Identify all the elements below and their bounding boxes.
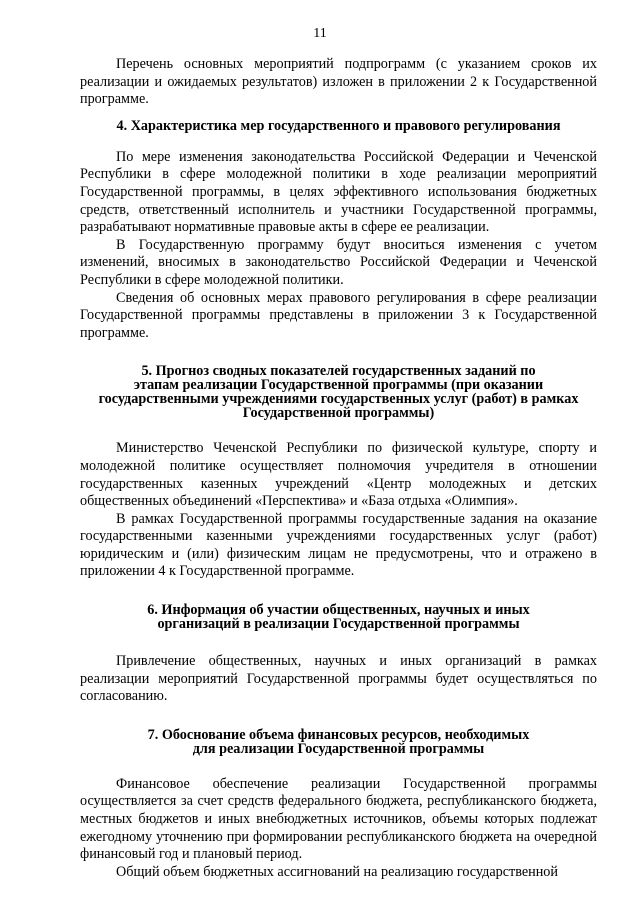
section-5-heading-line: 5. Прогноз сводных показателей государственных заданий по <box>141 363 536 380</box>
section-5-heading-line: государственными учреждениями государственных услуг (работ) в рамках <box>98 391 579 408</box>
section-4-paragraph: По мере изменения законодательства Российской Федерации и Чеченской Республики в сфере молодежной политики в ходе реализации мероприятий Государственной программы, в целях эффективного использования бюджетных средств, ответственный исполнитель и участники Государственной программы, разрабатывают нормативные правовые акты в сфере ее реализации. <box>80 148 597 236</box>
section-7-paragraph: Финансовое обеспечение реализации Государственной программы осуществляется за счет средств федерального бюджета, республиканского бюджета, местных бюджетов и иных внебюджетных источников, объемы которых подлежат ежегодному уточнению при формировании республиканского бюджета на очередной финансовый год и плановый период. <box>80 775 597 863</box>
section-6-heading-line: 6. Информация об участии общественных, научных и иных <box>147 602 530 619</box>
page-number: 11 <box>313 26 327 41</box>
section-5-paragraph: В рамках Государственной программы государственные задания на оказание государственными казенными учреждениями государственных услуг (работ) юридическим и (или) физическим лицам не предусмотрены, что и отражено в приложении 4 к Государственной программе. <box>80 510 597 580</box>
section-5-heading-line: Государственной программы) <box>242 405 435 422</box>
section-6-paragraph: Привлечение общественных, научных и иных организаций в рамках реализации мероприятий Государственной программы будет осуществляться по согласованию. <box>80 653 597 705</box>
section-5-paragraph: Министерство Чеченской Республики по физической культуре, спорту и молодежной политике осуществляет полномочия учредителя в отношении государственных казенных учреждений «Центр молодежных и детских общественных объединений «Перспектива» и «База отдыха «Олимпия». <box>80 440 597 510</box>
document-body <box>80 56 597 881</box>
section-7-paragraph: Общий объем бюджетных ассигнований на реализацию государственной <box>116 863 558 880</box>
section-4-paragraph: Сведения об основных мерах правового регулирования в сфере реализации Государственной программы представлены в приложении 3 к Государственной программе. <box>80 289 597 341</box>
section-7-heading-line: 7. Обоснование объема финансовых ресурсов, необходимых <box>147 726 530 743</box>
section-4-paragraph: В Государственную программу будут вноситься изменения с учетом изменений, вносимых в законодательство Российской Федерации и Чеченской Республики в сфере молодежной политики. <box>80 236 597 288</box>
paragraph-intro: Перечень основных мероприятий подпрограмм (с указанием сроков их реализации и ожидаемых результатов) изложен в приложении 2 к Государственной программе. <box>80 56 597 108</box>
section-7-heading-line: для реализации Государственной программы <box>192 740 485 757</box>
section-6-heading <box>80 603 597 631</box>
section-4-heading: 4. Характеристика мер государственного и правового регулирования <box>116 117 561 134</box>
section-5-heading <box>80 364 597 420</box>
section-6-heading-line: организаций в реализации Государственной программы <box>157 616 520 633</box>
section-5-heading-line: этапам реализации Государственной программы (при оказании <box>133 377 544 394</box>
section-7-heading <box>80 728 597 756</box>
